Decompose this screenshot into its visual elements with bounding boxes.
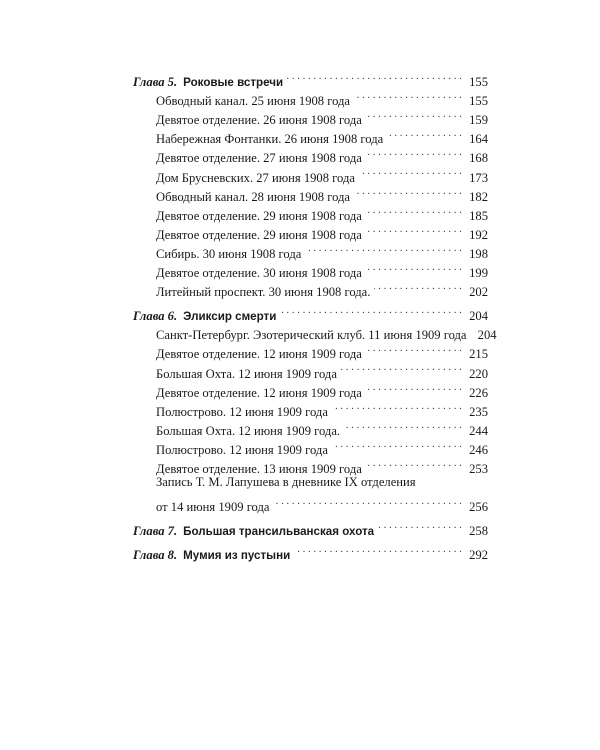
toc-entry[interactable]	[133, 239, 488, 261]
entry-title: Девятое отделение. 26 июня 1908 года	[156, 113, 362, 128]
dot-leader	[366, 454, 462, 473]
page-number: 164	[469, 132, 488, 147]
entry-title: Обводный канал. 25 июня 1908 года	[156, 94, 351, 109]
dot-leader	[366, 105, 462, 124]
chapter-title: Мумия из пустыни	[183, 549, 291, 563]
toc-entry[interactable]	[133, 182, 488, 204]
dot-leader	[366, 258, 462, 277]
page-number: 220	[469, 366, 488, 381]
toc-entry[interactable]	[133, 339, 488, 362]
dot-leader	[366, 220, 462, 239]
entry-title: Девятое отделение. 27 июня 1908 года	[156, 151, 362, 166]
toc-entry[interactable]	[133, 397, 488, 419]
chapter-number: Глава 7.	[133, 524, 178, 539]
entry-title: Полюстрово. 12 июня 1909 года	[156, 442, 328, 457]
dot-leader	[378, 516, 462, 535]
dot-leader	[344, 416, 462, 435]
chapter-title: Большая трансильванская охота	[183, 525, 375, 539]
chapter-title: Эликсир смерти	[183, 310, 277, 324]
toc-entry[interactable]	[133, 258, 488, 281]
dot-leader	[366, 143, 462, 162]
entry-title: Девятое отделение. 12 июня 1909 года	[156, 385, 362, 400]
page-number: 155	[469, 75, 488, 90]
toc-chapter-5[interactable]	[133, 67, 488, 90]
dot-leader	[332, 397, 462, 416]
dot-leader	[374, 277, 462, 296]
page-number: 185	[469, 208, 488, 223]
page-number: 204	[469, 309, 488, 324]
page-number: 292	[469, 548, 488, 563]
entry-title: Девятое отделение. 30 июня 1908 года	[156, 266, 362, 281]
toc-entry[interactable]	[133, 320, 497, 343]
dot-leader	[366, 378, 462, 397]
toc-entry[interactable]	[133, 454, 488, 476]
toc-chapter-8[interactable]	[133, 540, 488, 563]
toc-entry[interactable]	[133, 435, 488, 457]
page-number: 253	[469, 461, 488, 476]
dot-leader	[354, 182, 462, 201]
toc-entry[interactable]	[133, 86, 488, 109]
dot-leader	[305, 239, 462, 258]
toc-entry[interactable]	[133, 105, 488, 128]
table-of-contents	[133, 67, 497, 563]
entry-title: Обводный канал. 28 июня 1908 года	[156, 189, 351, 204]
page-number: 182	[469, 189, 488, 204]
entry-title: Девятое отделение. 12 июня 1909 года	[156, 347, 362, 362]
page-number: 155	[469, 94, 488, 109]
toc-entry-note-line1[interactable]: Запись Т. М. Лапушева в дневнике IX отделения	[156, 474, 416, 489]
page-number: 246	[469, 442, 488, 457]
toc-chapter-6[interactable]	[133, 301, 488, 324]
chapter-number: Глава 8.	[133, 548, 178, 563]
page-number: 235	[469, 404, 488, 419]
page-number: 173	[469, 170, 488, 185]
dot-leader	[366, 201, 462, 220]
toc-entry[interactable]	[133, 143, 488, 166]
chapter-heading	[133, 546, 290, 565]
chapter-heading	[133, 522, 374, 541]
dot-leader	[341, 358, 462, 377]
page-number: 204	[477, 328, 497, 343]
page-number: 199	[469, 266, 488, 281]
page-number: 192	[469, 227, 488, 242]
dot-leader	[387, 124, 462, 143]
entry-title: Дом Брусневских. 27 июня 1908 года	[156, 170, 355, 185]
dot-leader	[366, 339, 462, 358]
entry-title: Девятое отделение. 13 июня 1909 года	[156, 461, 362, 476]
entry-title: Сибирь. 30 июня 1908 года	[156, 246, 302, 261]
page-number: 202	[469, 285, 488, 300]
toc-entry[interactable]	[133, 358, 488, 381]
entry-title: Девятое отделение. 29 июня 1908 года	[156, 208, 362, 223]
dot-leader	[332, 435, 462, 454]
entry-title: от 14 июня 1909 года	[156, 500, 270, 515]
page-number: 244	[469, 423, 488, 438]
toc-entry[interactable]	[133, 378, 488, 400]
page-number: 159	[469, 113, 488, 128]
dot-leader	[359, 162, 462, 181]
page-number: 258	[469, 524, 488, 539]
entry-title: Санкт-Петербург. Эзотерический клуб. 11 июня 1909 года	[156, 328, 467, 343]
dot-leader	[354, 86, 462, 105]
page-number: 168	[469, 151, 488, 166]
entry-title: Набережная Фонтанки. 26 июня 1908 года	[156, 132, 384, 147]
entry-title: Девятое отделение. 29 июня 1908 года	[156, 227, 362, 242]
toc-entry[interactable]	[133, 416, 488, 438]
toc-entry[interactable]	[133, 277, 488, 300]
page-number: 198	[469, 246, 488, 261]
chapter-title: Роковые встречи	[183, 76, 284, 90]
entry-title: Полюстрово. 12 июня 1909 года	[156, 404, 328, 419]
dot-leader	[273, 492, 462, 511]
toc-entry[interactable]	[133, 124, 488, 147]
chapter-number: Глава 5.	[133, 75, 178, 90]
page-number: 256	[469, 500, 488, 515]
entry-title: Большая Охта. 12 июня 1909 года	[156, 366, 337, 381]
entry-title: Литейный проспект. 30 июня 1908 года.	[156, 285, 371, 300]
toc-chapter-7[interactable]	[133, 516, 488, 539]
page-number: 226	[469, 385, 488, 400]
toc-entry[interactable]	[133, 220, 488, 242]
entry-title: Большая Охта. 12 июня 1909 года.	[156, 423, 341, 438]
dot-leader	[287, 67, 462, 86]
dot-leader	[280, 301, 462, 320]
toc-entry[interactable]	[133, 201, 488, 223]
page-number: 215	[469, 347, 488, 362]
toc-entry[interactable]	[133, 162, 488, 185]
dot-leader	[294, 540, 462, 559]
toc-entry-note-line2[interactable]	[133, 492, 488, 515]
chapter-number: Глава 6.	[133, 309, 178, 324]
